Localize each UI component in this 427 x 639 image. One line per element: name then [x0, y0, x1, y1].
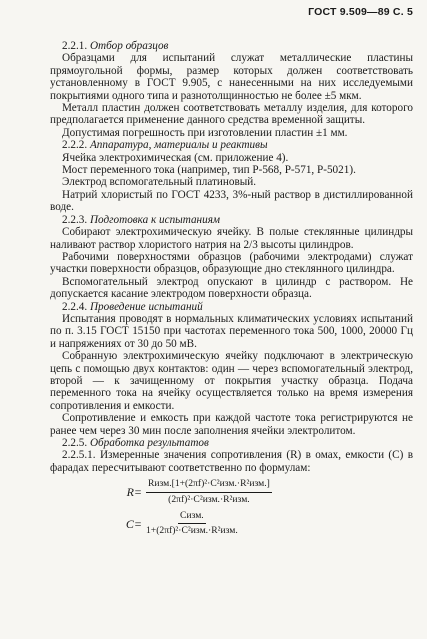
page-header: ГОСТ 9.509—89 С. 5: [308, 6, 413, 18]
formula-r-fraction: [146, 478, 272, 506]
formula-r-lhs: R=: [126, 484, 142, 499]
formula-c-numerator: Cизм.: [178, 510, 206, 524]
section-number: 2.2.5.: [62, 437, 88, 449]
formula-r-denominator: (2πf)²·C²изм.·R²изм.: [168, 493, 250, 505]
formula-r-numerator: Rизм.[1+(2πf)²·C²изм.·R²изм.]: [146, 478, 272, 492]
paragraph: Допустимая погрешность при изготовлении пластин ±1 мм.: [62, 126, 348, 139]
section-title: Проведение испытаний: [89, 300, 203, 313]
paragraph: 2.2.5.1. Измеренные значения сопротивления (R) в омах, емкости (C) в фарадах пересчитывают соответственно по формулам:: [50, 449, 413, 474]
section-number: 2.2.2.: [62, 139, 88, 152]
formula-c-denominator: 1+(2πf)²·C²изм.·R²изм.: [146, 525, 238, 537]
section-title: Аппаратура, материалы и реактивы: [89, 139, 268, 152]
paragraph: Испытания проводят в нормальных климатических условиях испытаний по п. 3.15 ГОСТ 15150 при частотах переменного тока 500, 1000, 20000 Гц и напряжениях от 30 до 50 мВ.: [50, 312, 413, 350]
paragraph: Ячейка электрохимическая (см. приложение 4).: [62, 151, 289, 164]
text-flow: [50, 40, 413, 474]
paragraph: Металл пластин должен соответствовать металлу изделия, для которого предполагается применение данного средства временной защиты.: [50, 102, 413, 127]
paragraph: Собранную электрохимическую ячейку подключают в электрическую цепь с помощью двух контактов: один — через вспомогательный электрод, второй — к зачищенному от покрытия участку образца. Подача переменного тока на ячейку осуществляется только на время измерения сопротивления и емкости.: [50, 350, 413, 412]
formula-c-lhs: C=: [125, 516, 142, 531]
section-heading: [50, 437, 413, 449]
section-heading: [50, 40, 413, 52]
section-title: Подготовка к испытаниям: [89, 213, 221, 226]
paragraph: Собирают электрохимическую ячейку. В полые стеклянные цилиндры наливают раствор хлористого натрия на 2/3 высоты цилиндров.: [50, 226, 413, 251]
paragraph: Вспомогательный электрод опускают в цилиндр с раствором. Не допускается касание электродом поверхности образца.: [50, 275, 413, 301]
formula-c: [50, 510, 413, 538]
paragraph: Электрод вспомогательный платиновый.: [62, 176, 257, 189]
section-title: Обработка результатов: [89, 437, 209, 449]
section-number: 2.2.1.: [62, 40, 88, 52]
paragraph: Натрий хлористый по ГОСТ 4233, 3%-ный раствор в дистиллированной воде.: [50, 188, 413, 214]
section-number: 2.2.4.: [62, 300, 88, 313]
formula-c-fraction: [146, 510, 238, 538]
paragraph: Сопротивление и емкость при каждой частоте тока регистрируются не ранее чем через 30 мин после заполнения ячейки электролитом.: [50, 412, 413, 437]
section-heading: [50, 214, 413, 226]
paragraph: Образцами для испытаний служат металлические пластины прямоугольной формы, размер которых должен соответствовать установленному в ГОСТ 9.905, с нанесенными на них исследуемыми покрытиями одного типа и разнотолщинностью не более ±5 мкм.: [50, 52, 413, 102]
section-number: 2.2.3.: [62, 213, 88, 226]
paragraph: Рабочими поверхностями образцов (рабочими электродами) служат участки поверхности образцов, образующие дно стеклянного цилиндра.: [50, 250, 413, 276]
document-body: [50, 40, 413, 540]
section-heading: [50, 139, 413, 151]
paragraph: Мост переменного тока (например, тип Р-568, Р-571, Р-5021).: [62, 164, 356, 177]
formula-r: [50, 478, 413, 506]
section-title: Отбор образцов: [89, 40, 169, 52]
section-heading: [50, 301, 413, 313]
